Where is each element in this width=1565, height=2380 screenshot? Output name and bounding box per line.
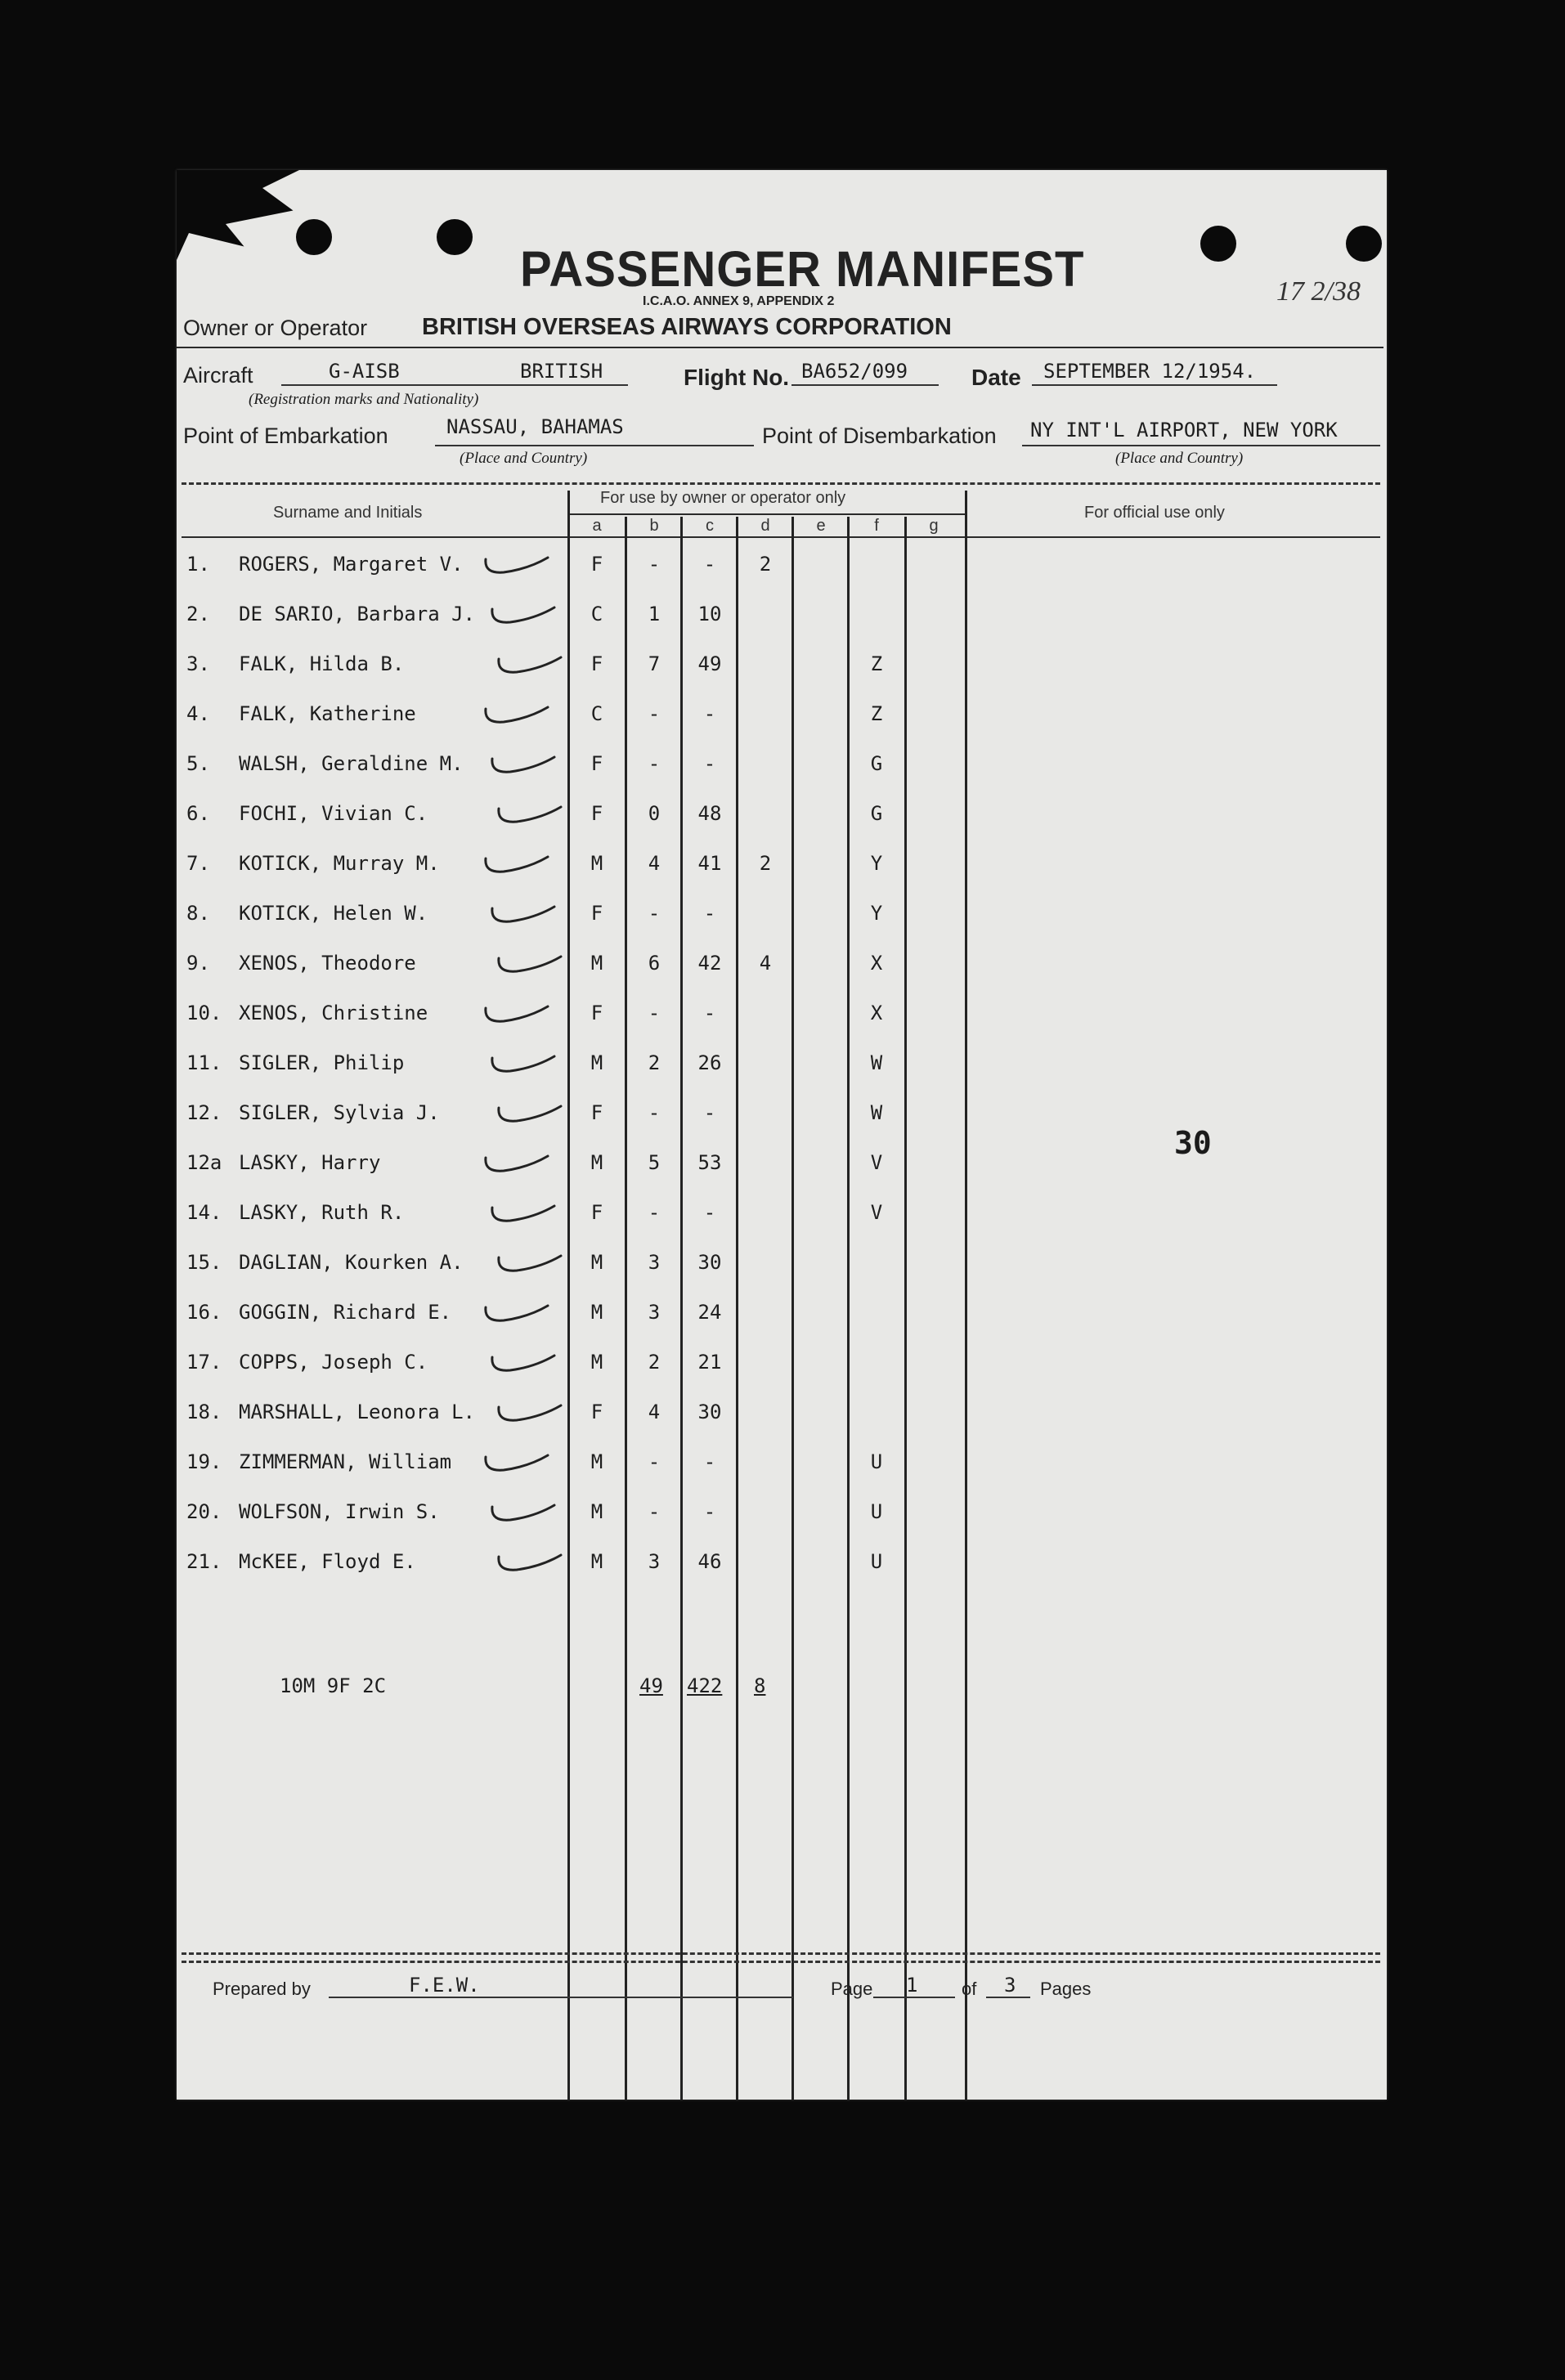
cell-c: - <box>703 902 716 925</box>
cell-a: F <box>590 553 603 576</box>
cell-c: - <box>703 752 716 775</box>
of-label: of <box>962 1979 977 1999</box>
row-number: 9. <box>186 952 210 975</box>
passenger-name: XENOS, Theodore <box>239 952 416 975</box>
disembarkation-value: NY INT'L AIRPORT, NEW YORK <box>1030 419 1338 441</box>
cell-b: - <box>648 1500 661 1523</box>
cell-a: F <box>590 752 603 775</box>
cell-f: W <box>870 1101 883 1124</box>
table-row <box>177 1294 1387 1343</box>
table-row <box>177 995 1387 1044</box>
operator-columns-header: For use by owner or operator only <box>600 489 846 507</box>
summary-d: 8 <box>754 1674 766 1697</box>
table-row <box>177 746 1387 795</box>
cell-a: M <box>590 1351 603 1374</box>
column-letter-c: c <box>706 517 714 535</box>
cell-f: Y <box>870 902 883 925</box>
punch-hole-left-1 <box>296 219 332 255</box>
cell-f: W <box>870 1051 883 1074</box>
row-number: 19. <box>186 1450 222 1473</box>
check-mark-icon <box>492 649 566 682</box>
cell-f: U <box>870 1550 883 1573</box>
embarkation-note: (Place and Country) <box>460 450 588 467</box>
row-number: 4. <box>186 702 210 725</box>
table-row <box>177 845 1387 894</box>
check-mark-icon <box>479 998 553 1031</box>
cell-c: 30 <box>697 1401 722 1423</box>
cell-a: M <box>590 1301 603 1324</box>
summary-b: 49 <box>639 1674 663 1697</box>
column-letter-a: a <box>592 517 602 535</box>
flight-value: BA652/099 <box>801 360 908 383</box>
passenger-name: FOCHI, Vivian C. <box>239 802 428 825</box>
passenger-name: LASKY, Ruth R. <box>239 1201 405 1224</box>
cell-c: 46 <box>697 1550 722 1573</box>
passenger-name: MARSHALL, Leonora L. <box>239 1401 475 1423</box>
table-row <box>177 1544 1387 1593</box>
cell-b: 3 <box>648 1251 661 1274</box>
row-number: 15. <box>186 1251 222 1274</box>
passenger-name: LASKY, Harry <box>239 1151 381 1174</box>
check-mark-icon <box>479 699 553 732</box>
cell-b: - <box>648 553 661 576</box>
cell-c: 42 <box>697 952 722 975</box>
table-row <box>177 646 1387 695</box>
cell-f: X <box>870 952 883 975</box>
row-number: 8. <box>186 902 210 925</box>
cell-a: M <box>590 1500 603 1523</box>
cell-f: Y <box>870 852 883 875</box>
embarkation-value: NASSAU, BAHAMAS <box>446 415 624 438</box>
row-number: 10. <box>186 1002 222 1024</box>
passenger-name: SIGLER, Philip <box>239 1051 405 1074</box>
table-row <box>177 895 1387 944</box>
cell-c: 41 <box>697 852 722 875</box>
cell-b: 4 <box>648 852 661 875</box>
check-mark-icon <box>492 1547 566 1580</box>
cell-c: 30 <box>697 1251 722 1274</box>
cell-a: M <box>590 1151 603 1174</box>
passenger-name: KOTICK, Murray M. <box>239 852 440 875</box>
cell-b: 6 <box>648 952 661 975</box>
cell-b: 7 <box>648 652 661 675</box>
cell-b: 5 <box>648 1151 661 1174</box>
cell-c: 53 <box>697 1151 722 1174</box>
cell-b: - <box>648 702 661 725</box>
table-row <box>177 596 1387 645</box>
cell-b: - <box>648 1450 661 1473</box>
column-letter-e: e <box>816 517 826 535</box>
check-mark-icon <box>492 1098 566 1131</box>
check-mark-icon <box>486 1048 559 1081</box>
passenger-name: WALSH, Geraldine M. <box>239 752 464 775</box>
disembarkation-label: Point of Disembarkation <box>762 424 997 448</box>
check-mark-icon <box>479 1447 553 1480</box>
check-mark-icon <box>486 899 559 931</box>
column-letter-g: g <box>929 517 939 535</box>
of-value: 3 <box>1004 1974 1016 1997</box>
cell-a: M <box>590 1550 603 1573</box>
aircraft-label: Aircraft <box>183 363 253 388</box>
table-row <box>177 1444 1387 1493</box>
row-number: 5. <box>186 752 210 775</box>
column-letter-f: f <box>874 517 879 535</box>
embarkation-label: Point of Embarkation <box>183 424 388 448</box>
page-label: Page <box>831 1979 873 1999</box>
flight-label: Flight No. <box>684 365 790 390</box>
owner-value: BRITISH OVERSEAS AIRWAYS CORPORATION <box>422 314 952 340</box>
passenger-name: XENOS, Christine <box>239 1002 428 1024</box>
cell-f: G <box>870 752 883 775</box>
table-row <box>177 796 1387 845</box>
cell-c: 10 <box>697 603 722 625</box>
cell-b: 1 <box>648 603 661 625</box>
table-row <box>177 1045 1387 1094</box>
table-row <box>177 1494 1387 1543</box>
footer-rule-top <box>182 1952 1380 1955</box>
passenger-name: SIGLER, Sylvia J. <box>239 1101 440 1124</box>
cell-a: C <box>590 603 603 625</box>
check-mark-icon <box>479 549 553 582</box>
date-value: SEPTEMBER 12/1954. <box>1043 360 1257 383</box>
cell-b: 2 <box>648 1351 661 1374</box>
cell-b: 0 <box>648 802 661 825</box>
cell-a: F <box>590 802 603 825</box>
row-number: 6. <box>186 802 210 825</box>
cell-f: V <box>870 1201 883 1224</box>
check-mark-icon <box>479 1148 553 1181</box>
cell-c: - <box>703 553 716 576</box>
check-mark-icon <box>492 1248 566 1280</box>
handwritten-corner-note: 17 2/38 <box>1276 276 1361 307</box>
cell-c: 24 <box>697 1301 722 1324</box>
cell-f: G <box>870 802 883 825</box>
cell-a: F <box>590 1002 603 1024</box>
cell-c: - <box>703 1201 716 1224</box>
table-row <box>177 1344 1387 1393</box>
nationality-value: BRITISH <box>520 360 603 383</box>
table-row <box>177 945 1387 994</box>
passenger-name: WOLFSON, Irwin S. <box>239 1500 440 1523</box>
cell-b: 4 <box>648 1401 661 1423</box>
row-number: 20. <box>186 1500 222 1523</box>
cell-c: 48 <box>697 802 722 825</box>
cell-b: - <box>648 902 661 925</box>
table-row <box>177 1394 1387 1443</box>
registration-note: (Registration marks and Nationality) <box>249 391 479 408</box>
summary-c: 422 <box>687 1674 723 1697</box>
torn-corner <box>177 170 299 260</box>
check-mark-icon <box>486 1198 559 1230</box>
row-number: 12. <box>186 1101 222 1124</box>
row-number: 3. <box>186 652 210 675</box>
check-mark-icon <box>486 1497 559 1530</box>
check-mark-icon <box>479 1298 553 1330</box>
aircraft-value: G-AISB <box>329 360 400 383</box>
cell-c: - <box>703 1500 716 1523</box>
check-mark-icon <box>492 948 566 981</box>
passenger-name: FALK, Katherine <box>239 702 416 725</box>
cell-d: 2 <box>759 553 772 576</box>
cell-f: X <box>870 1002 883 1024</box>
table-row <box>177 546 1387 595</box>
cell-f: Z <box>870 652 883 675</box>
check-mark-icon <box>492 799 566 831</box>
punch-hole-right-2 <box>1346 226 1382 262</box>
cell-b: 3 <box>648 1301 661 1324</box>
cell-a: F <box>590 1401 603 1423</box>
passenger-name: ZIMMERMAN, William <box>239 1450 452 1473</box>
row-number: 2. <box>186 603 210 625</box>
row-number: 7. <box>186 852 210 875</box>
cell-d: 4 <box>759 952 772 975</box>
cell-a: F <box>590 1101 603 1124</box>
cell-b: 2 <box>648 1051 661 1074</box>
cell-c: 26 <box>697 1051 722 1074</box>
passenger-name: GOGGIN, Richard E. <box>239 1301 452 1324</box>
passenger-name: ROGERS, Margaret V. <box>239 553 464 576</box>
cell-d: 2 <box>759 852 772 875</box>
passenger-name: FALK, Hilda B. <box>239 652 405 675</box>
page-value: 1 <box>906 1974 918 1997</box>
row-number: 17. <box>186 1351 222 1374</box>
cell-a: C <box>590 702 603 725</box>
column-letter-d: d <box>760 517 770 535</box>
cell-a: M <box>590 1051 603 1074</box>
row-number: 1. <box>186 553 210 576</box>
manifest-title: PASSENGER MANIFEST <box>520 241 1085 298</box>
passenger-name: COPPS, Joseph C. <box>239 1351 428 1374</box>
column-letter-b: b <box>649 517 659 535</box>
passenger-name: McKEE, Floyd E. <box>239 1550 416 1573</box>
cell-c: - <box>703 702 716 725</box>
owner-label: Owner or Operator <box>183 316 368 340</box>
table-top-rule <box>182 482 1380 485</box>
table-row <box>177 696 1387 745</box>
row-number: 16. <box>186 1301 222 1324</box>
prepared-value: F.E.W. <box>409 1974 480 1997</box>
passenger-name: DE SARIO, Barbara J. <box>239 603 475 625</box>
check-mark-icon <box>486 749 559 782</box>
row-number: 12a <box>186 1151 222 1174</box>
check-mark-icon <box>486 599 559 632</box>
row-number: 21. <box>186 1550 222 1573</box>
cell-b: 3 <box>648 1550 661 1573</box>
row-number: 14. <box>186 1201 222 1224</box>
passenger-name: KOTICK, Helen W. <box>239 902 428 925</box>
punch-hole-left-2 <box>437 219 473 255</box>
cell-f: U <box>870 1450 883 1473</box>
check-mark-icon <box>492 1397 566 1430</box>
table-row <box>177 1244 1387 1293</box>
cell-b: - <box>648 1101 661 1124</box>
cell-c: - <box>703 1450 716 1473</box>
cell-f: V <box>870 1151 883 1174</box>
cell-a: F <box>590 902 603 925</box>
cell-a: F <box>590 652 603 675</box>
prepared-label: Prepared by <box>213 1979 311 1999</box>
cell-c: - <box>703 1101 716 1124</box>
table-header-rule <box>182 536 1380 538</box>
cell-c: 49 <box>697 652 722 675</box>
cell-c: - <box>703 1002 716 1024</box>
passenger-name: DAGLIAN, Kourken A. <box>239 1251 464 1274</box>
disembarkation-note: (Place and Country) <box>1115 450 1244 467</box>
cell-a: M <box>590 1251 603 1274</box>
cell-c: 21 <box>697 1351 722 1374</box>
manifest-subtitle: I.C.A.O. ANNEX 9, APPENDIX 2 <box>643 294 835 308</box>
date-label: Date <box>971 365 1021 390</box>
cell-a: M <box>590 852 603 875</box>
cell-b: - <box>648 1201 661 1224</box>
official-count: 30 <box>1174 1125 1212 1161</box>
check-mark-icon <box>486 1347 559 1380</box>
row-number: 11. <box>186 1051 222 1074</box>
official-column-header: For official use only <box>1084 504 1225 522</box>
check-mark-icon <box>479 849 553 881</box>
manifest-document <box>177 170 1387 2100</box>
table-row <box>177 1194 1387 1244</box>
row-number: 18. <box>186 1401 222 1423</box>
name-column-header: Surname and Initials <box>273 504 423 522</box>
cell-f: Z <box>870 702 883 725</box>
cell-a: M <box>590 952 603 975</box>
cell-a: F <box>590 1201 603 1224</box>
cell-a: M <box>590 1450 603 1473</box>
cell-f: U <box>870 1500 883 1523</box>
punch-hole-right-1 <box>1200 226 1236 262</box>
cell-b: - <box>648 752 661 775</box>
owner-rule <box>177 347 1383 348</box>
summary-label: 10M 9F 2C <box>280 1674 387 1697</box>
pages-label: Pages <box>1040 1979 1092 1999</box>
cell-b: - <box>648 1002 661 1024</box>
